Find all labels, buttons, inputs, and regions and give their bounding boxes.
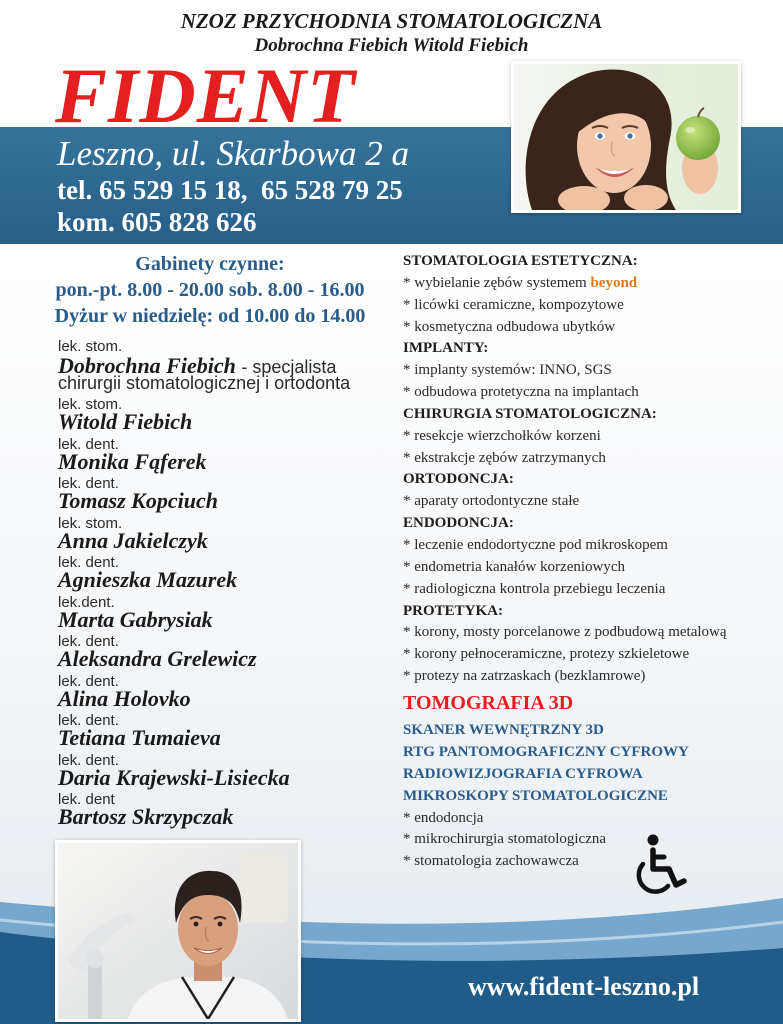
clinic-owners: Dobrochna Fiebich Witold Fiebich xyxy=(254,35,529,56)
doctor-name: Monika Fąferek xyxy=(58,448,207,474)
doctor-name: Daria Krajewski-Lisiecka xyxy=(58,764,290,790)
patient-photo xyxy=(511,61,741,213)
service-item: * kosmetyczna odbudowa ubytków xyxy=(403,318,616,335)
section-heading: PROTETYKA: xyxy=(403,602,504,619)
service-item: * odbudowa protetyczna na implantach xyxy=(403,384,639,401)
doctor-name: Alina Holovko xyxy=(58,685,191,711)
tomography-list xyxy=(403,720,778,873)
service-item xyxy=(403,273,778,295)
doctor-title: lek. dent xyxy=(58,791,115,809)
doctor-specialty: - specjalista xyxy=(241,356,337,377)
phone-numbers: tel. 65 529 15 18, 65 528 79 25 xyxy=(57,175,403,205)
hours-title: Gabinety czynne: xyxy=(135,253,285,275)
doctor-title: lek. dent. xyxy=(58,435,119,453)
website-link[interactable]: www.fident-leszno.pl xyxy=(468,972,700,1001)
brand-logo: FIDENT xyxy=(55,52,356,139)
dentist-photo xyxy=(55,840,301,1022)
service-item: * leczenie endodortyczne pod mikroskopem xyxy=(403,536,668,553)
hours-weekdays: pon.-pt. 8.00 - 20.00 sob. 8.00 - 16.00 xyxy=(55,279,365,301)
doctor-specialty-line2: chirurgii stomatologicznej i ortodonta xyxy=(58,373,351,393)
service-item: * licówki ceramiczne, kompozytowe xyxy=(403,296,624,313)
doctor-title: lek. dent. xyxy=(58,554,119,572)
doctor-title: lek. dent. xyxy=(58,751,119,769)
service-item: * implanty systemów: INNO, SGS xyxy=(403,362,612,379)
equipment-item: RADIOWIZJOGRAFIA CYFROWA xyxy=(403,765,643,782)
service-item: * protezy na zatrzaskach (bezklamrowe) xyxy=(403,668,646,685)
equipment-item: RTG PANTOMOGRAFICZNY CYFROWY xyxy=(403,743,689,760)
section-heading: ORTODONCJA: xyxy=(403,471,514,488)
section-heading: STOMATOLOGIA ESTETYCZNA: xyxy=(403,253,638,269)
service-item: * endometria kanałów korzeniowych xyxy=(403,558,626,575)
service-item: * stomatologia zachowawcza xyxy=(403,853,579,870)
doctor-name: Tetiana Tumaieva xyxy=(58,725,221,751)
service-item: * ekstrakcje zębów zatrzymanych xyxy=(403,449,606,466)
doctor-name: Aleksandra Grelewicz xyxy=(58,646,257,672)
mobile-number: kom. 605 828 626 xyxy=(57,207,257,237)
services-list xyxy=(403,251,778,688)
doctor-name: Tomasz Kopciuch xyxy=(58,488,218,514)
doctor-name: Dobrochna Fiebich xyxy=(58,352,236,378)
doctor-title: lek. stom. xyxy=(58,396,123,414)
doctor-name: Witold Fiebich xyxy=(58,409,193,435)
doctor-name: Agnieszka Mazurek xyxy=(58,567,238,593)
section-heading: CHIRURGIA STOMATOLOGICZNA: xyxy=(403,405,657,422)
doctor-title: lek. dent. xyxy=(58,633,119,651)
doctor-title: lek. stom. xyxy=(58,338,123,356)
service-item: * korony pełnoceramiczne, protezy szkieletowe xyxy=(403,646,690,663)
doctor-name: Marta Gabrysiak xyxy=(58,606,213,632)
section-heading: IMPLANTY: xyxy=(403,340,489,357)
doctor-name: Anna Jakielczyk xyxy=(58,527,208,553)
address: Leszno, ul. Skarbowa 2 a xyxy=(57,134,409,173)
doctor-title: lek.dent. xyxy=(58,593,115,611)
doctor-title: lek. stom. xyxy=(58,514,123,532)
service-item: * korony, mosty porcelanowe z podbudową metalową xyxy=(403,624,727,641)
service-item: * mikrochirurgia stomatologiczna xyxy=(403,831,607,848)
hours-sunday: Dyżur w niedzielę: od 10.00 do 14.00 xyxy=(54,305,366,327)
doctor-title: lek. dent. xyxy=(58,475,119,493)
service-item: * radiologiczna kontrola przebiegu leczenia xyxy=(403,580,666,597)
equipment-item: MIKROSKOPY STOMATOLOGICZNE xyxy=(403,787,668,804)
service-item: * resekcje wierzchołków korzeni xyxy=(403,427,601,444)
tomography-title: TOMOGRAFIA 3D xyxy=(403,692,574,714)
equipment-item: SKANER WEWNĘTRZNY 3D xyxy=(403,722,604,738)
doctor-name: Bartosz Skrzypczak xyxy=(58,804,234,830)
service-item-text: * wybielanie zębów systemem xyxy=(403,274,587,291)
doctor-title: lek. dent. xyxy=(58,712,119,730)
doctor-title: lek. dent. xyxy=(58,672,119,690)
service-item: * aparaty ortodontyczne stałe xyxy=(403,493,580,510)
clinic-name: NZOZ PRZYCHODNIA STOMATOLOGICZNA xyxy=(180,9,603,33)
brand-highlight: beyond xyxy=(590,274,638,291)
service-item: * endodoncja xyxy=(403,809,484,826)
section-heading: ENDODONCJA: xyxy=(403,515,514,532)
